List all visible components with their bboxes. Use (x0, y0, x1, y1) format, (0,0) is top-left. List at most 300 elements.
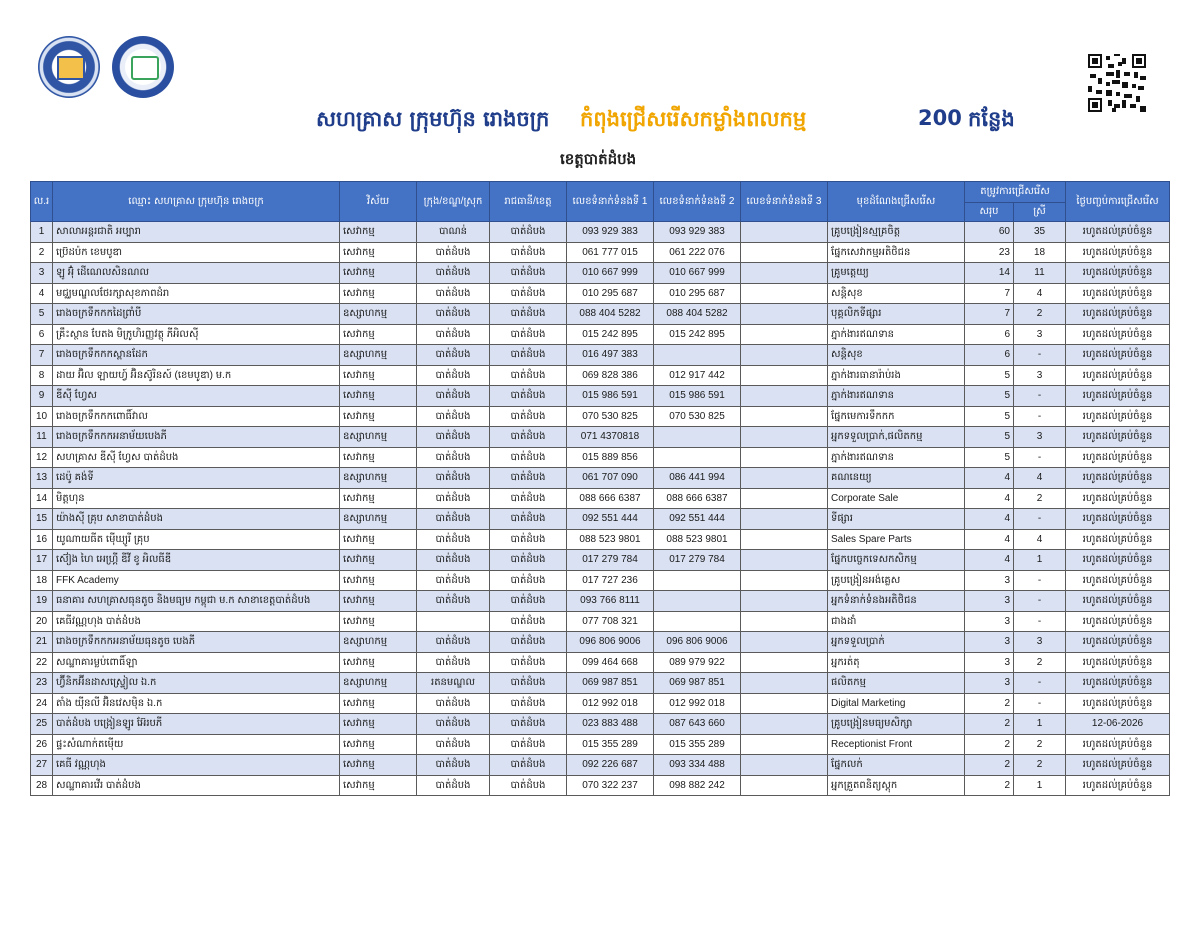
table-row (31, 509, 1170, 530)
table-row (31, 693, 1170, 714)
cell-phone2: 012 992 018 (654, 693, 741, 714)
cell-name: រោងចក្រទឹកកកអនាម័យបេងភី (53, 427, 340, 448)
cell-deadline: រហូតដល់គ្រប់ចំនួន (1066, 611, 1170, 632)
cell-phone2 (654, 591, 741, 612)
cell-no: 23 (31, 673, 53, 694)
cell-total: 23 (965, 242, 1014, 263)
cell-name: យ៉ាងស៊ី គ្រុប សាខាបាត់ដំបង (53, 509, 340, 530)
table-row (31, 304, 1170, 325)
cell-position: ផលិតកម្ម (828, 673, 965, 694)
cell-name: តាំង យ៉ីនលី អ៊ិនវេសម៉ិន ឯ.ក (53, 693, 340, 714)
cell-position: គ្រូមត្តេយ្យ (828, 263, 965, 284)
cell-no: 15 (31, 509, 53, 530)
cell-deadline: រហូតដល់គ្រប់ចំនួន (1066, 365, 1170, 386)
cell-no: 18 (31, 570, 53, 591)
cell-phone2 (654, 611, 741, 632)
cell-no: 6 (31, 324, 53, 345)
cell-total: 3 (965, 632, 1014, 653)
cell-district: បាត់ដំបង (417, 591, 490, 612)
cell-province: បាត់ដំបង (490, 468, 567, 489)
cell-deadline: រហូតដល់គ្រប់ចំនួន (1066, 345, 1170, 366)
cell-female: 3 (1014, 324, 1066, 345)
cell-total: 4 (965, 488, 1014, 509)
cell-sector: ឧស្សាហកម្ម (340, 468, 417, 489)
cell-total: 5 (965, 447, 1014, 468)
cell-deadline: រហូតដល់គ្រប់ចំនួន (1066, 755, 1170, 776)
cell-name: ធនាគារ សហគ្រាសធុនតូច និងមធ្យម កម្ពុជា ម.ក សាខាខេត្តបាត់ដំបង (53, 591, 340, 612)
table-row (31, 775, 1170, 796)
cell-phone1: 088 666 6387 (567, 488, 654, 509)
cell-phone1: 015 986 591 (567, 386, 654, 407)
table-row (31, 365, 1170, 386)
cell-no: 10 (31, 406, 53, 427)
cell-phone1: 092 226 687 (567, 755, 654, 776)
cell-sector: សេវាកម្ម (340, 550, 417, 571)
cell-phone2: 015 242 895 (654, 324, 741, 345)
cell-phone1: 017 727 236 (567, 570, 654, 591)
cell-name: ហ្វ៊ីនិកអ៊ីនដាសស្ទ្រៀល ឯ.ក (53, 673, 340, 694)
positions-count: 200 (918, 106, 962, 130)
cell-province: បាត់ដំបង (490, 488, 567, 509)
table-row (31, 550, 1170, 571)
cell-total: 14 (965, 263, 1014, 284)
cell-female: - (1014, 611, 1066, 632)
cell-province: បាត់ដំបង (490, 427, 567, 448)
job-listing-table (30, 181, 1170, 796)
cell-province: បាត់ដំបង (490, 304, 567, 325)
cell-position: Corporate Sale (828, 488, 965, 509)
cell-deadline: រហូតដល់គ្រប់ចំនួន (1066, 509, 1170, 530)
cell-province: បាត់ដំបង (490, 591, 567, 612)
cell-deadline: រហូតដល់គ្រប់ចំនួន (1066, 550, 1170, 571)
cell-phone1: 071 4370818 (567, 427, 654, 448)
cell-sector: សេវាកម្ម (340, 693, 417, 714)
cell-province: បាត់ដំបង (490, 611, 567, 632)
cell-name: ឡូ អ៊ុំ ដើណេលសិនណល (53, 263, 340, 284)
cell-deadline: រហូតដល់គ្រប់ចំនួន (1066, 673, 1170, 694)
cell-phone2: 015 355 289 (654, 734, 741, 755)
cell-total: 5 (965, 406, 1014, 427)
cell-no: 4 (31, 283, 53, 304)
cell-phone3 (741, 304, 828, 325)
cell-female: 3 (1014, 427, 1066, 448)
cell-position: ភ្នាក់ងារឥណទាន (828, 447, 965, 468)
cell-phone1: 070 322 237 (567, 775, 654, 796)
cell-sector: ឧស្សាហកម្ម (340, 345, 417, 366)
cell-phone2: 098 882 242 (654, 775, 741, 796)
cell-phone2: 012 917 442 (654, 365, 741, 386)
cell-district: បាត់ដំបង (417, 345, 490, 366)
cell-province: បាត់ដំបង (490, 734, 567, 755)
cell-no: 9 (31, 386, 53, 407)
cell-deadline: រហូតដល់គ្រប់ចំនួន (1066, 652, 1170, 673)
cell-total: 3 (965, 570, 1014, 591)
cell-province: បាត់ដំបង (490, 755, 567, 776)
cell-no: 27 (31, 755, 53, 776)
cell-sector: ឧស្សាហកម្ម (340, 427, 417, 448)
cell-no: 24 (31, 693, 53, 714)
cell-phone2: 096 806 9006 (654, 632, 741, 653)
cell-no: 5 (31, 304, 53, 325)
cell-total: 4 (965, 529, 1014, 550)
cell-deadline: រហូតដល់គ្រប់ចំនួន (1066, 693, 1170, 714)
cell-district: បាត់ដំបង (417, 365, 490, 386)
cell-name: ប្រ៊េដប៉ក ខេមបូឌា (53, 242, 340, 263)
cell-female: 2 (1014, 304, 1066, 325)
cell-no: 12 (31, 447, 53, 468)
cell-position: ជាងដាំ (828, 611, 965, 632)
cell-province: បាត់ដំបង (490, 509, 567, 530)
cell-phone1: 096 806 9006 (567, 632, 654, 653)
cell-phone3 (741, 406, 828, 427)
cell-position: Digital Marketing (828, 693, 965, 714)
table-row (31, 529, 1170, 550)
table-row (31, 488, 1170, 509)
cell-deadline: រហូតដល់គ្រប់ចំនួន (1066, 468, 1170, 489)
col-header-phone1: លេខទំនាក់ទំនងទី 1 (567, 182, 654, 222)
cell-phone2: 089 979 922 (654, 652, 741, 673)
cell-province: បាត់ដំបង (490, 242, 567, 263)
cell-name: ដេប៉ូ គង់ទី (53, 468, 340, 489)
col-header-demand: តម្រូវការជ្រើសរើស (965, 182, 1066, 203)
table-row (31, 242, 1170, 263)
cell-total: 6 (965, 345, 1014, 366)
table-row (31, 632, 1170, 653)
cell-total: 2 (965, 734, 1014, 755)
cell-sector: សេវាកម្ម (340, 324, 417, 345)
cell-phone2: 088 523 9801 (654, 529, 741, 550)
cell-total: 2 (965, 755, 1014, 776)
cell-phone3 (741, 714, 828, 735)
col-header-no: ល.រ (31, 182, 53, 222)
cell-position: ទីផ្សារ (828, 509, 965, 530)
cell-deadline: រហូតដល់គ្រប់ចំនួន (1066, 734, 1170, 755)
cell-district: បាត់ដំបង (417, 386, 490, 407)
cell-phone2: 010 667 999 (654, 263, 741, 284)
cell-female: - (1014, 386, 1066, 407)
cell-female: 2 (1014, 755, 1066, 776)
cell-district: បាត់ដំបង (417, 693, 490, 714)
col-header-name: ឈ្មោះ សហគ្រាស ក្រុមហ៊ុន រោងចក្រ (53, 182, 340, 222)
cell-phone3 (741, 263, 828, 284)
cell-name: ស៊ៀង ហៃ អេហ្គ្រី ឌីវី ខូ អិលធីឌី (53, 550, 340, 571)
qr-code-icon[interactable] (1088, 54, 1146, 112)
cell-sector: សេវាកម្ម (340, 488, 417, 509)
cell-district: បាត់ដំបង (417, 570, 490, 591)
cell-total: 3 (965, 591, 1014, 612)
cell-district: បាត់ដំបង (417, 283, 490, 304)
col-header-district: ក្រុង/ខណ្ឌ/ស្រុក (417, 182, 490, 222)
cell-deadline: រហូតដល់គ្រប់ចំនួន (1066, 386, 1170, 407)
table-row (31, 406, 1170, 427)
cell-deadline: រហូតដល់គ្រប់ចំនួន (1066, 324, 1170, 345)
cell-position: អ្នករត់តុ (828, 652, 965, 673)
cell-phone1: 069 828 386 (567, 365, 654, 386)
cell-sector: សេវាកម្ម (340, 406, 417, 427)
cell-position: អ្នកទំនាក់ទំនងអតិថិជន (828, 591, 965, 612)
cell-district: បាត់ដំបង (417, 263, 490, 284)
cell-phone1: 077 708 321 (567, 611, 654, 632)
cell-phone1: 093 929 383 (567, 222, 654, 243)
cell-sector: ឧស្សាហកម្ម (340, 509, 417, 530)
cell-total: 2 (965, 775, 1014, 796)
positions-unit: កន្លែង (968, 107, 1015, 131)
cell-deadline: រហូតដល់គ្រប់ចំនួន (1066, 222, 1170, 243)
cell-phone2 (654, 570, 741, 591)
cell-sector: សេវាកម្ម (340, 714, 417, 735)
cell-position: គណនេយ្យ (828, 468, 965, 489)
cell-female: - (1014, 570, 1066, 591)
cell-name: សណ្ឋាគារម្លប់ពោធិ៍ឡា (53, 652, 340, 673)
cell-female: 1 (1014, 714, 1066, 735)
cell-province: បាត់ដំបង (490, 447, 567, 468)
cell-province: បាត់ដំបង (490, 693, 567, 714)
cell-deadline: រហូតដល់គ្រប់ចំនួន (1066, 304, 1170, 325)
cell-province: បាត់ដំបង (490, 386, 567, 407)
cell-no: 26 (31, 734, 53, 755)
cell-province: បាត់ដំបង (490, 529, 567, 550)
cell-province: បាត់ដំបង (490, 632, 567, 653)
cell-phone3 (741, 632, 828, 653)
table-row (31, 222, 1170, 243)
cell-female: 2 (1014, 734, 1066, 755)
cell-female: 11 (1014, 263, 1066, 284)
cell-phone2: 015 986 591 (654, 386, 741, 407)
cell-phone1: 016 497 383 (567, 345, 654, 366)
cell-female: 1 (1014, 550, 1066, 571)
cell-sector: ឧស្សាហកម្ម (340, 304, 417, 325)
cell-deadline: រហូតដល់គ្រប់ចំនួន (1066, 263, 1170, 284)
cell-sector: សេវាកម្ម (340, 591, 417, 612)
cell-sector: ឧស្សាហកម្ម (340, 632, 417, 653)
cell-sector: សេវាកម្ម (340, 365, 417, 386)
cell-district: បាត់ដំបង (417, 714, 490, 735)
cell-sector: សេវាកម្ម (340, 222, 417, 243)
cell-province: បាត់ដំបង (490, 406, 567, 427)
cell-province: បាត់ដំបង (490, 283, 567, 304)
cell-position: ភ្នាក់ងារឥណទាន (828, 386, 965, 407)
cell-phone1: 015 242 895 (567, 324, 654, 345)
cell-phone1: 088 404 5282 (567, 304, 654, 325)
cell-no: 13 (31, 468, 53, 489)
cell-sector: សេវាកម្ម (340, 283, 417, 304)
cell-total: 60 (965, 222, 1014, 243)
cell-sector: សេវាកម្ម (340, 570, 417, 591)
cell-phone2: 088 404 5282 (654, 304, 741, 325)
cell-phone2 (654, 447, 741, 468)
cell-no: 16 (31, 529, 53, 550)
table-row (31, 427, 1170, 448)
cell-sector: ឧស្សាហកម្ម (340, 673, 417, 694)
cell-phone3 (741, 693, 828, 714)
cell-district: រតនមណ្ឌល (417, 673, 490, 694)
cell-district: បាត់ដំបង (417, 755, 490, 776)
cell-district: បាត់ដំបង (417, 488, 490, 509)
cell-position: Sales Spare Parts (828, 529, 965, 550)
cell-name: សណ្ឋាគារវើរ បាត់ដំបង (53, 775, 340, 796)
cell-no: 25 (31, 714, 53, 735)
cell-phone2: 017 279 784 (654, 550, 741, 571)
cell-female: - (1014, 345, 1066, 366)
cell-total: 4 (965, 468, 1014, 489)
cell-district: បាត់ដំបង (417, 734, 490, 755)
cell-name: គ្រឹះស្ថាន បែតង មិក្រូហិរញ្ញវត្ថុ ភីអិលស៊ី (53, 324, 340, 345)
cell-no: 20 (31, 611, 53, 632)
cell-phone1: 093 766 8111 (567, 591, 654, 612)
cell-phone2: 010 295 687 (654, 283, 741, 304)
cell-position: ផ្នែកសេវាកម្មអតិថិជន (828, 242, 965, 263)
cell-female: 18 (1014, 242, 1066, 263)
cell-district: បាត់ដំបង (417, 427, 490, 448)
cell-phone1: 015 355 289 (567, 734, 654, 755)
cell-total: 6 (965, 324, 1014, 345)
cell-name: បាត់ដំបង បង្រៀនឡូរ អ៊ែរបភី (53, 714, 340, 735)
title-subtitle: កំពុងជ្រើសរើសកម្លាំងពលកម្ម (580, 107, 807, 131)
cell-position: ផ្នែកមេការទឹកកក (828, 406, 965, 427)
cell-sector: សេវាកម្ម (340, 263, 417, 284)
table-row (31, 386, 1170, 407)
col-header-female: ស្រី (1014, 203, 1066, 222)
title-main: សហគ្រាស ក្រុមហ៊ុន រោងចក្រ (316, 107, 550, 131)
cell-district: បាត់ដំបង (417, 632, 490, 653)
cell-no: 1 (31, 222, 53, 243)
cell-name: FFK Academy (53, 570, 340, 591)
cell-phone1: 023 883 488 (567, 714, 654, 735)
cell-province: បាត់ដំបង (490, 345, 567, 366)
cell-no: 19 (31, 591, 53, 612)
cell-phone3 (741, 283, 828, 304)
cell-phone3 (741, 242, 828, 263)
cell-phone2: 069 987 851 (654, 673, 741, 694)
cell-female: - (1014, 447, 1066, 468)
cell-phone1: 015 889 856 (567, 447, 654, 468)
cell-position: អ្នកទទួលប្រាក់,ផលិតកម្ម (828, 427, 965, 448)
cell-district: បាណន់ (417, 222, 490, 243)
table-row (31, 734, 1170, 755)
table-row (31, 468, 1170, 489)
cell-province: បាត់ដំបង (490, 570, 567, 591)
cell-district: បាត់ដំបង (417, 468, 490, 489)
cell-phone2: 087 643 660 (654, 714, 741, 735)
cell-phone3 (741, 755, 828, 776)
cell-district (417, 611, 490, 632)
cell-province: បាត់ដំបង (490, 673, 567, 694)
cell-female: - (1014, 406, 1066, 427)
col-header-phone2: លេខទំនាក់ទំនងទី 2 (654, 182, 741, 222)
cell-position: Receptionist Front (828, 734, 965, 755)
cell-female: - (1014, 509, 1066, 530)
cell-sector: សេវាកម្ម (340, 652, 417, 673)
cell-total: 5 (965, 386, 1014, 407)
cell-name: ផ្ទះសំណាក់តម៉ើយ (53, 734, 340, 755)
cell-total: 7 (965, 283, 1014, 304)
cell-phone3 (741, 611, 828, 632)
cell-female: 3 (1014, 632, 1066, 653)
cell-no: 17 (31, 550, 53, 571)
cell-phone1: 061 707 090 (567, 468, 654, 489)
province-heading: ខេត្តបាត់ដំបង (560, 150, 637, 168)
cell-province: បាត់ដំបង (490, 365, 567, 386)
col-header-province: រាជធានី/ខេត្ត (490, 182, 567, 222)
cell-phone3 (741, 652, 828, 673)
cell-phone3 (741, 550, 828, 571)
cell-phone2: 088 666 6387 (654, 488, 741, 509)
cell-deadline: រហូតដល់គ្រប់ចំនួន (1066, 488, 1170, 509)
cell-phone2: 093 334 488 (654, 755, 741, 776)
table-row (31, 673, 1170, 694)
cell-position: អ្នកគ្រួតពនិត្យស្តុក (828, 775, 965, 796)
cell-phone3 (741, 734, 828, 755)
page-title (0, 106, 1200, 140)
cell-district: បាត់ដំបង (417, 550, 490, 571)
cell-total: 5 (965, 365, 1014, 386)
cell-province: បាត់ដំបង (490, 714, 567, 735)
cell-phone3 (741, 775, 828, 796)
cell-district: បាត់ដំបង (417, 406, 490, 427)
cell-position: គ្រូបង្រៀនស្មគ្រចិត្ត (828, 222, 965, 243)
cell-deadline: រហូតដល់គ្រប់ចំនួន (1066, 283, 1170, 304)
cell-female: 4 (1014, 283, 1066, 304)
cell-name: រោងចក្រទឹកកកពោធិ៍វាល (53, 406, 340, 427)
table-row (31, 263, 1170, 284)
cell-phone1: 092 551 444 (567, 509, 654, 530)
cell-female: 35 (1014, 222, 1066, 243)
table-row (31, 345, 1170, 366)
cell-position: សន្តិសុខ (828, 345, 965, 366)
col-header-position: មុខដំណែងជ្រើសរើស (828, 182, 965, 222)
table-row (31, 755, 1170, 776)
cell-phone3 (741, 488, 828, 509)
cell-position: គ្រូបង្រៀនអង់គ្លេស (828, 570, 965, 591)
cell-sector: សេវាកម្ម (340, 755, 417, 776)
cell-name: រោងចក្រទឹកកកអនាម័យធុនតូច បេងភី (53, 632, 340, 653)
cell-total: 3 (965, 673, 1014, 694)
cell-deadline: រហូតដល់គ្រប់ចំនួន (1066, 242, 1170, 263)
cell-district: បាត់ដំបង (417, 775, 490, 796)
cell-phone3 (741, 509, 828, 530)
cell-position: បុគ្គលិកទីផ្សារ (828, 304, 965, 325)
cell-phone3 (741, 468, 828, 489)
cell-province: បាត់ដំបង (490, 652, 567, 673)
cell-district: បាត់ដំបង (417, 529, 490, 550)
cell-no: 21 (31, 632, 53, 653)
cell-sector: សេវាកម្ម (340, 529, 417, 550)
cell-deadline: រហូតដល់គ្រប់ចំនួន (1066, 775, 1170, 796)
cell-phone3 (741, 222, 828, 243)
cell-female: - (1014, 673, 1066, 694)
cell-female: - (1014, 693, 1066, 714)
cell-phone1: 017 279 784 (567, 550, 654, 571)
cell-phone1: 088 523 9801 (567, 529, 654, 550)
cell-phone3 (741, 529, 828, 550)
cell-district: បាត់ដំបង (417, 242, 490, 263)
cell-no: 3 (31, 263, 53, 284)
table-row (31, 570, 1170, 591)
cell-phone2: 093 929 383 (654, 222, 741, 243)
cell-district: បាត់ដំបង (417, 509, 490, 530)
cell-name: គេធីវណ្ណហុង បាត់ដំបង (53, 611, 340, 632)
cell-female: 2 (1014, 488, 1066, 509)
table-row (31, 447, 1170, 468)
cell-deadline: 12-06-2026 (1066, 714, 1170, 735)
cell-deadline: រហូតដល់គ្រប់ចំនួន (1066, 427, 1170, 448)
cell-female: 2 (1014, 652, 1066, 673)
cell-phone3 (741, 345, 828, 366)
cell-total: 3 (965, 652, 1014, 673)
cell-phone3 (741, 324, 828, 345)
cell-total: 5 (965, 427, 1014, 448)
cell-deadline: រហូតដល់គ្រប់ចំនួន (1066, 591, 1170, 612)
